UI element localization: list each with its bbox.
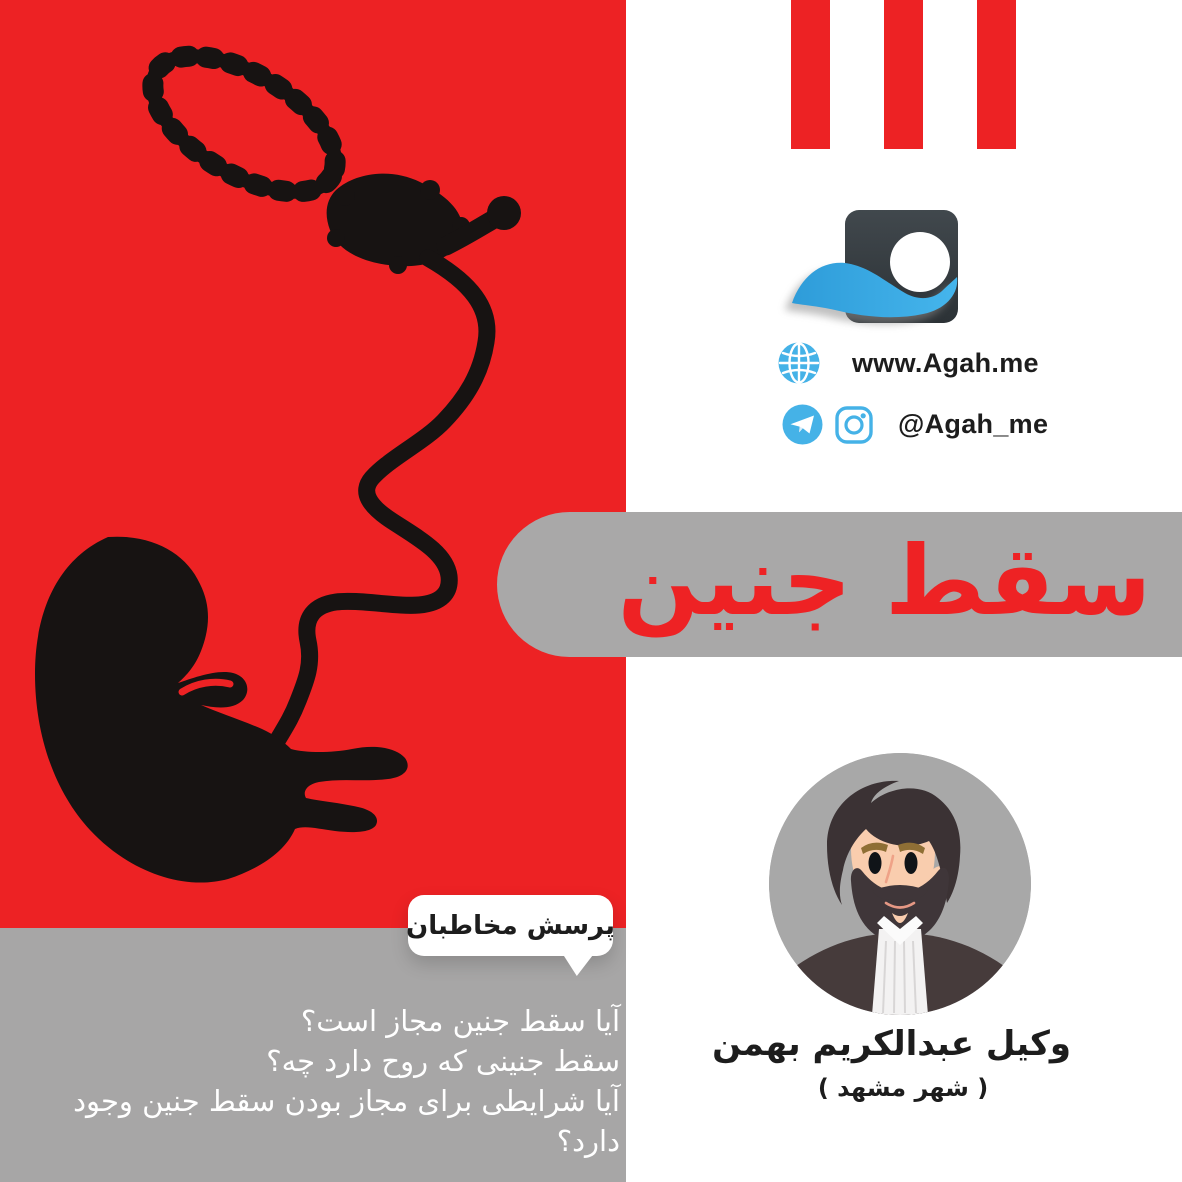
globe-icon — [778, 342, 820, 384]
page-title: سقط جنین — [617, 524, 1152, 637]
speech-bubble-label: پرسش مخاطبان — [406, 910, 615, 941]
decor-bar-3 — [977, 0, 1016, 149]
decor-bar-1 — [791, 0, 830, 149]
website-link[interactable]: www.Agah.me — [852, 347, 1039, 378]
question-line: آیا شرایطی برای مجاز بودن سقط جنین وجود دارد؟ — [73, 1084, 620, 1158]
instagram-icon — [834, 405, 874, 445]
fetus-illustration — [0, 0, 626, 928]
questions-list — [20, 1001, 620, 1161]
lawyer-city: ( شهر مشهد ) — [817, 1073, 989, 1102]
social-row — [782, 404, 1048, 445]
lawyer-avatar — [769, 753, 1031, 1015]
telegram-icon — [782, 404, 823, 445]
question-line: سقط جنینی که روح دارد چه؟ — [266, 1044, 620, 1078]
decor-bar-2 — [884, 0, 923, 149]
question-line: آیا سقط جنین مجاز است؟ — [300, 1004, 620, 1038]
lawyer-info — [712, 1024, 1071, 1102]
speech-bubble — [408, 895, 613, 956]
social-handle[interactable]: @Agah_me — [898, 409, 1049, 439]
agah-logo-icon — [775, 195, 970, 335]
lawyer-name: وکیل عبدالکریم بهمن — [712, 1024, 1071, 1064]
red-panel — [0, 0, 626, 928]
lawyer-cartoon-avatar — [769, 753, 1031, 1015]
title-banner — [497, 512, 1182, 657]
website-row — [778, 342, 1039, 384]
